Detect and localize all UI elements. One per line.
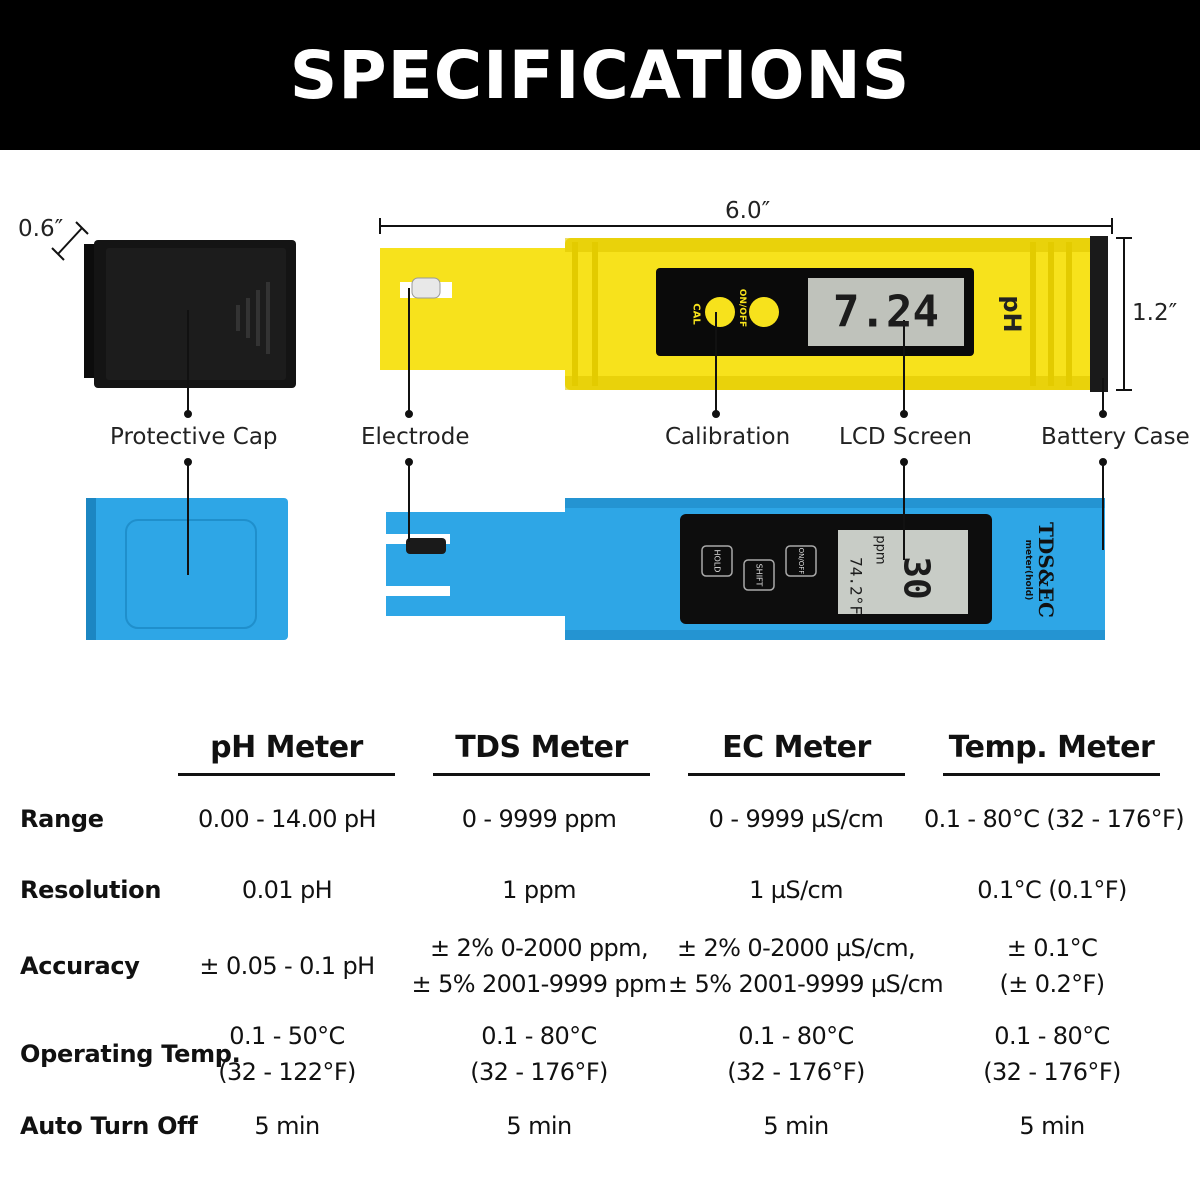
lcd-screen-label: LCD Screen — [839, 424, 972, 450]
row-label-accuracy: Accuracy — [20, 952, 140, 980]
black-protective-cap — [84, 240, 296, 388]
table-cell: ± 0.1°C (± 0.2°F) — [999, 934, 1105, 998]
height-label: 1.2″ — [1132, 300, 1178, 326]
tds-brand-label: TDS&EC — [1034, 522, 1058, 618]
product-diagram — [0, 150, 1200, 670]
specifications-table — [0, 720, 1200, 1190]
column-header-ph: pH Meter — [178, 730, 395, 776]
tds-display-value: 30 — [895, 556, 937, 600]
tds-hold-button-label: HOLD — [712, 549, 722, 573]
ph-cal-label: CAL — [690, 303, 702, 325]
column-header-tds: TDS Meter — [433, 730, 650, 776]
table-cell: 0.01 pH — [241, 876, 333, 904]
table-cell: 5 min — [254, 1112, 320, 1140]
table-cell: ± 2% 0-2000 ppm, ± 5% 2001-9999 ppm — [411, 934, 667, 998]
header-banner — [0, 0, 1200, 150]
column-header-ec: EC Meter — [688, 730, 905, 776]
table-cell: 5 min — [763, 1112, 829, 1140]
ph-onoff-label: ON/OFF — [737, 288, 747, 328]
meter-illustration — [0, 150, 1200, 670]
table-cell: 0.1 - 80°C (32 - 176°F) — [727, 1022, 865, 1086]
electrode-label: Electrode — [361, 424, 470, 450]
length-label: 6.0″ — [725, 198, 771, 224]
protective-cap-label: Protective Cap — [110, 424, 278, 450]
row-label-range: Range — [20, 805, 104, 833]
table-cell: 0.1 - 80°C (32 - 176°F) — [470, 1022, 608, 1086]
height-dimension — [1116, 238, 1132, 390]
tds-sub-label: meter(hold) — [1023, 539, 1033, 601]
table-cell: 5 min — [506, 1112, 572, 1140]
table-cell: 0.1°C (0.1°F) — [977, 876, 1127, 904]
row-label-operating-temp: Operating Temp. — [20, 1040, 241, 1068]
tds-onoff-button-label: ON/OFF — [797, 547, 805, 575]
ph-brand-label: pH — [998, 295, 1026, 333]
ph-display-value: 7.24 — [833, 286, 939, 338]
tds-unit-label: ppm — [872, 535, 888, 565]
table-cell: 0 - 9999 µS/cm — [708, 805, 884, 833]
table-cell: ± 2% 0-2000 µS/cm, ± 5% 2001-9999 µS/cm — [668, 934, 944, 998]
cap-width-label: 0.6″ — [18, 216, 64, 242]
column-header-temp: Temp. Meter — [943, 730, 1160, 776]
row-label-resolution: Resolution — [20, 876, 162, 904]
table-cell: 0.1 - 80°C (32 - 176°F) — [983, 1022, 1121, 1086]
table-cell: ± 0.05 - 0.1 pH — [199, 952, 375, 980]
tds-shift-button-label: SHIFT — [754, 563, 764, 587]
tds-meter-faceplate — [680, 514, 992, 624]
battery-case-label: Battery Case — [1041, 424, 1190, 450]
table-cell: 0.1 - 80°C (32 - 176°F) — [924, 805, 1185, 833]
table-cell: 5 min — [1019, 1112, 1085, 1140]
table-cell: 0.00 - 14.00 pH — [198, 805, 376, 833]
table-cell: 0.1 - 50°C (32 - 122°F) — [218, 1022, 356, 1086]
calibration-label: Calibration — [665, 424, 791, 450]
table-cell: 1 ppm — [502, 876, 576, 904]
table-cell: 1 µS/cm — [749, 876, 843, 904]
row-label-auto-turn-off: Auto Turn Off — [20, 1112, 198, 1140]
page-title: SPECIFICATIONS — [289, 36, 911, 114]
tds-temp-reading: 74.2°F — [846, 557, 866, 615]
table-cell: 0 - 9999 ppm — [461, 805, 617, 833]
